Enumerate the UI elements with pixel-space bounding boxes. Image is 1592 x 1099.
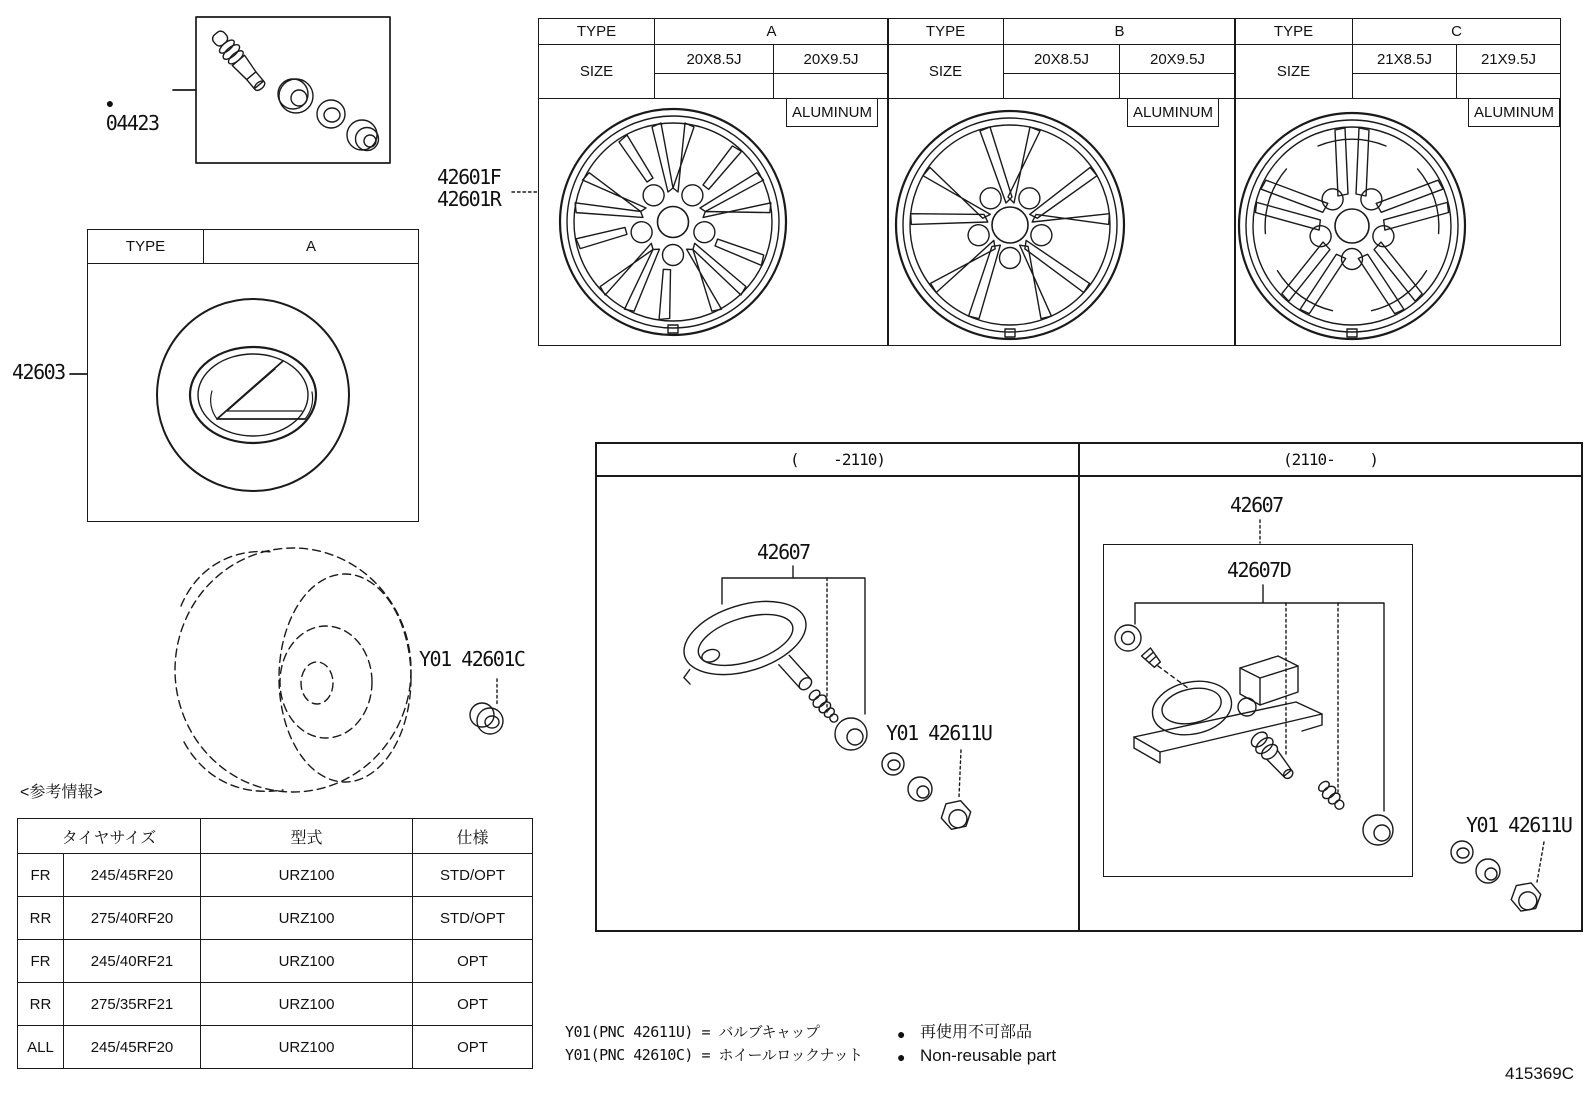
empty-cell [1457,74,1561,99]
wheel-spec-table-b [887,18,1236,346]
part-callout-42607d[interactable]: 42607D [1227,558,1291,582]
empty-cell [1353,74,1457,99]
wheel-drawing-cell-c [1235,99,1561,346]
size-value-cell: 20X8.5J [655,45,774,74]
type-value-cell: C [1353,19,1561,45]
size-label-cell: SIZE [888,45,1004,99]
part-callout-y01-42611u-old[interactable]: Y01 42611U [886,721,992,745]
position-cell: RR [18,983,64,1026]
part-callout-y01-42611u-new[interactable]: Y01 42611U [1466,813,1572,837]
model-cell: URZ100 [201,940,413,983]
position-cell: ALL [18,1026,64,1069]
type-label-cell: TYPE [1235,19,1353,45]
model-cell: URZ100 [201,1026,413,1069]
part-callout-y01-42601c[interactable]: Y01 42601C [419,647,525,671]
center-cap-table [87,229,419,522]
lock-nut-illustration [470,703,503,734]
empty-cell [1004,74,1120,99]
wheel-spec-table-a [538,18,889,346]
tire-size-cell: 245/45RF20 [64,1026,201,1069]
period-panel-divider [1078,444,1080,930]
empty-cell [774,74,889,99]
model-cell: URZ100 [201,854,413,897]
model-header: 型式 [201,819,413,854]
sensor-period-box [595,442,1583,932]
model-cell: URZ100 [201,897,413,940]
part-callout-04423[interactable] [88,79,159,151]
part-callout-42601r[interactable]: 42601R [437,187,501,211]
spec-cell: OPT [413,1026,533,1069]
non-reusable-bullet-icon: ● [105,94,115,111]
model-cell: URZ100 [201,983,413,1026]
period-header-new: (2110- ) [1283,450,1378,469]
reference-table [17,818,533,1069]
material-badge: ALUMINUM [1468,98,1560,127]
part-callout-42603[interactable]: 42603 [12,360,65,384]
figure-number: 415369C [1505,1064,1575,1083]
valve-kit-illustration [196,17,390,163]
wheel-drawing-cell-a [539,99,889,346]
material-badge: ALUMINUM [1127,98,1219,127]
sensor-sub-assembly-box [1103,544,1413,877]
footnote-lock-nut: Y01(PNC 42610C) = ホイールロックナット [565,1046,863,1064]
type-value-cell: A [655,19,889,45]
table-row [18,897,533,940]
reference-info-title: <参考情報> [20,784,103,801]
period-header-old: ( -2110) [790,450,885,469]
part-number: 04423 [105,110,159,135]
spec-cell: STD/OPT [413,897,533,940]
tire-size-cell: 245/45RF20 [64,854,201,897]
tire-size-cell: 275/40RF20 [64,897,201,940]
tire-size-header: タイヤサイズ [18,819,201,854]
non-reusable-bullet-icon: ● [897,1026,906,1042]
spec-cell: OPT [413,940,533,983]
size-label-cell: SIZE [539,45,655,99]
spec-header: 仕様 [413,819,533,854]
size-label-cell: SIZE [1235,45,1353,99]
period-header-divider [597,475,1581,477]
type-label-cell: TYPE [888,19,1004,45]
type-label-cell: TYPE [539,19,655,45]
size-value-cell: 20X9.5J [774,45,889,74]
table-row [18,854,533,897]
table-row [18,983,533,1026]
tire-size-cell: 245/40RF21 [64,940,201,983]
part-callout-42607-old[interactable]: 42607 [757,540,810,564]
part-callout-42601f[interactable]: 42601F [437,165,501,189]
table-row [18,1026,533,1069]
position-cell: FR [18,854,64,897]
material-badge: ALUMINUM [786,98,878,127]
tire-size-cell: 275/35RF21 [64,983,201,1026]
size-value-cell: 20X9.5J [1120,45,1236,74]
legend-non-reusable-jp: 再使用不可部品 [920,1024,1033,1041]
position-cell: RR [18,897,64,940]
non-reusable-bullet-icon: ● [897,1049,906,1065]
legend-non-reusable-en: Non-reusable part [920,1046,1057,1065]
footnote-valve-cap: Y01(PNC 42611U) = バルブキャップ [565,1023,820,1041]
cap-drawing-cell [88,264,419,522]
position-cell: FR [18,940,64,983]
empty-cell [1120,74,1236,99]
type-value-cell: B [1004,19,1236,45]
spec-cell: STD/OPT [413,854,533,897]
empty-cell [655,74,774,99]
tire-illustration [175,548,411,792]
wheel-spec-table-c [1234,18,1561,346]
size-value-cell: 21X8.5J [1353,45,1457,74]
size-value-cell: 20X8.5J [1004,45,1120,74]
table-row [18,940,533,983]
spec-cell: OPT [413,983,533,1026]
part-callout-42607-new[interactable]: 42607 [1230,493,1283,517]
wheel-drawing-cell-b [888,99,1236,346]
reference-table-header-row [18,819,533,854]
type-value-cell: A [204,230,419,264]
size-value-cell: 21X9.5J [1457,45,1561,74]
type-label-cell: TYPE [88,230,204,264]
